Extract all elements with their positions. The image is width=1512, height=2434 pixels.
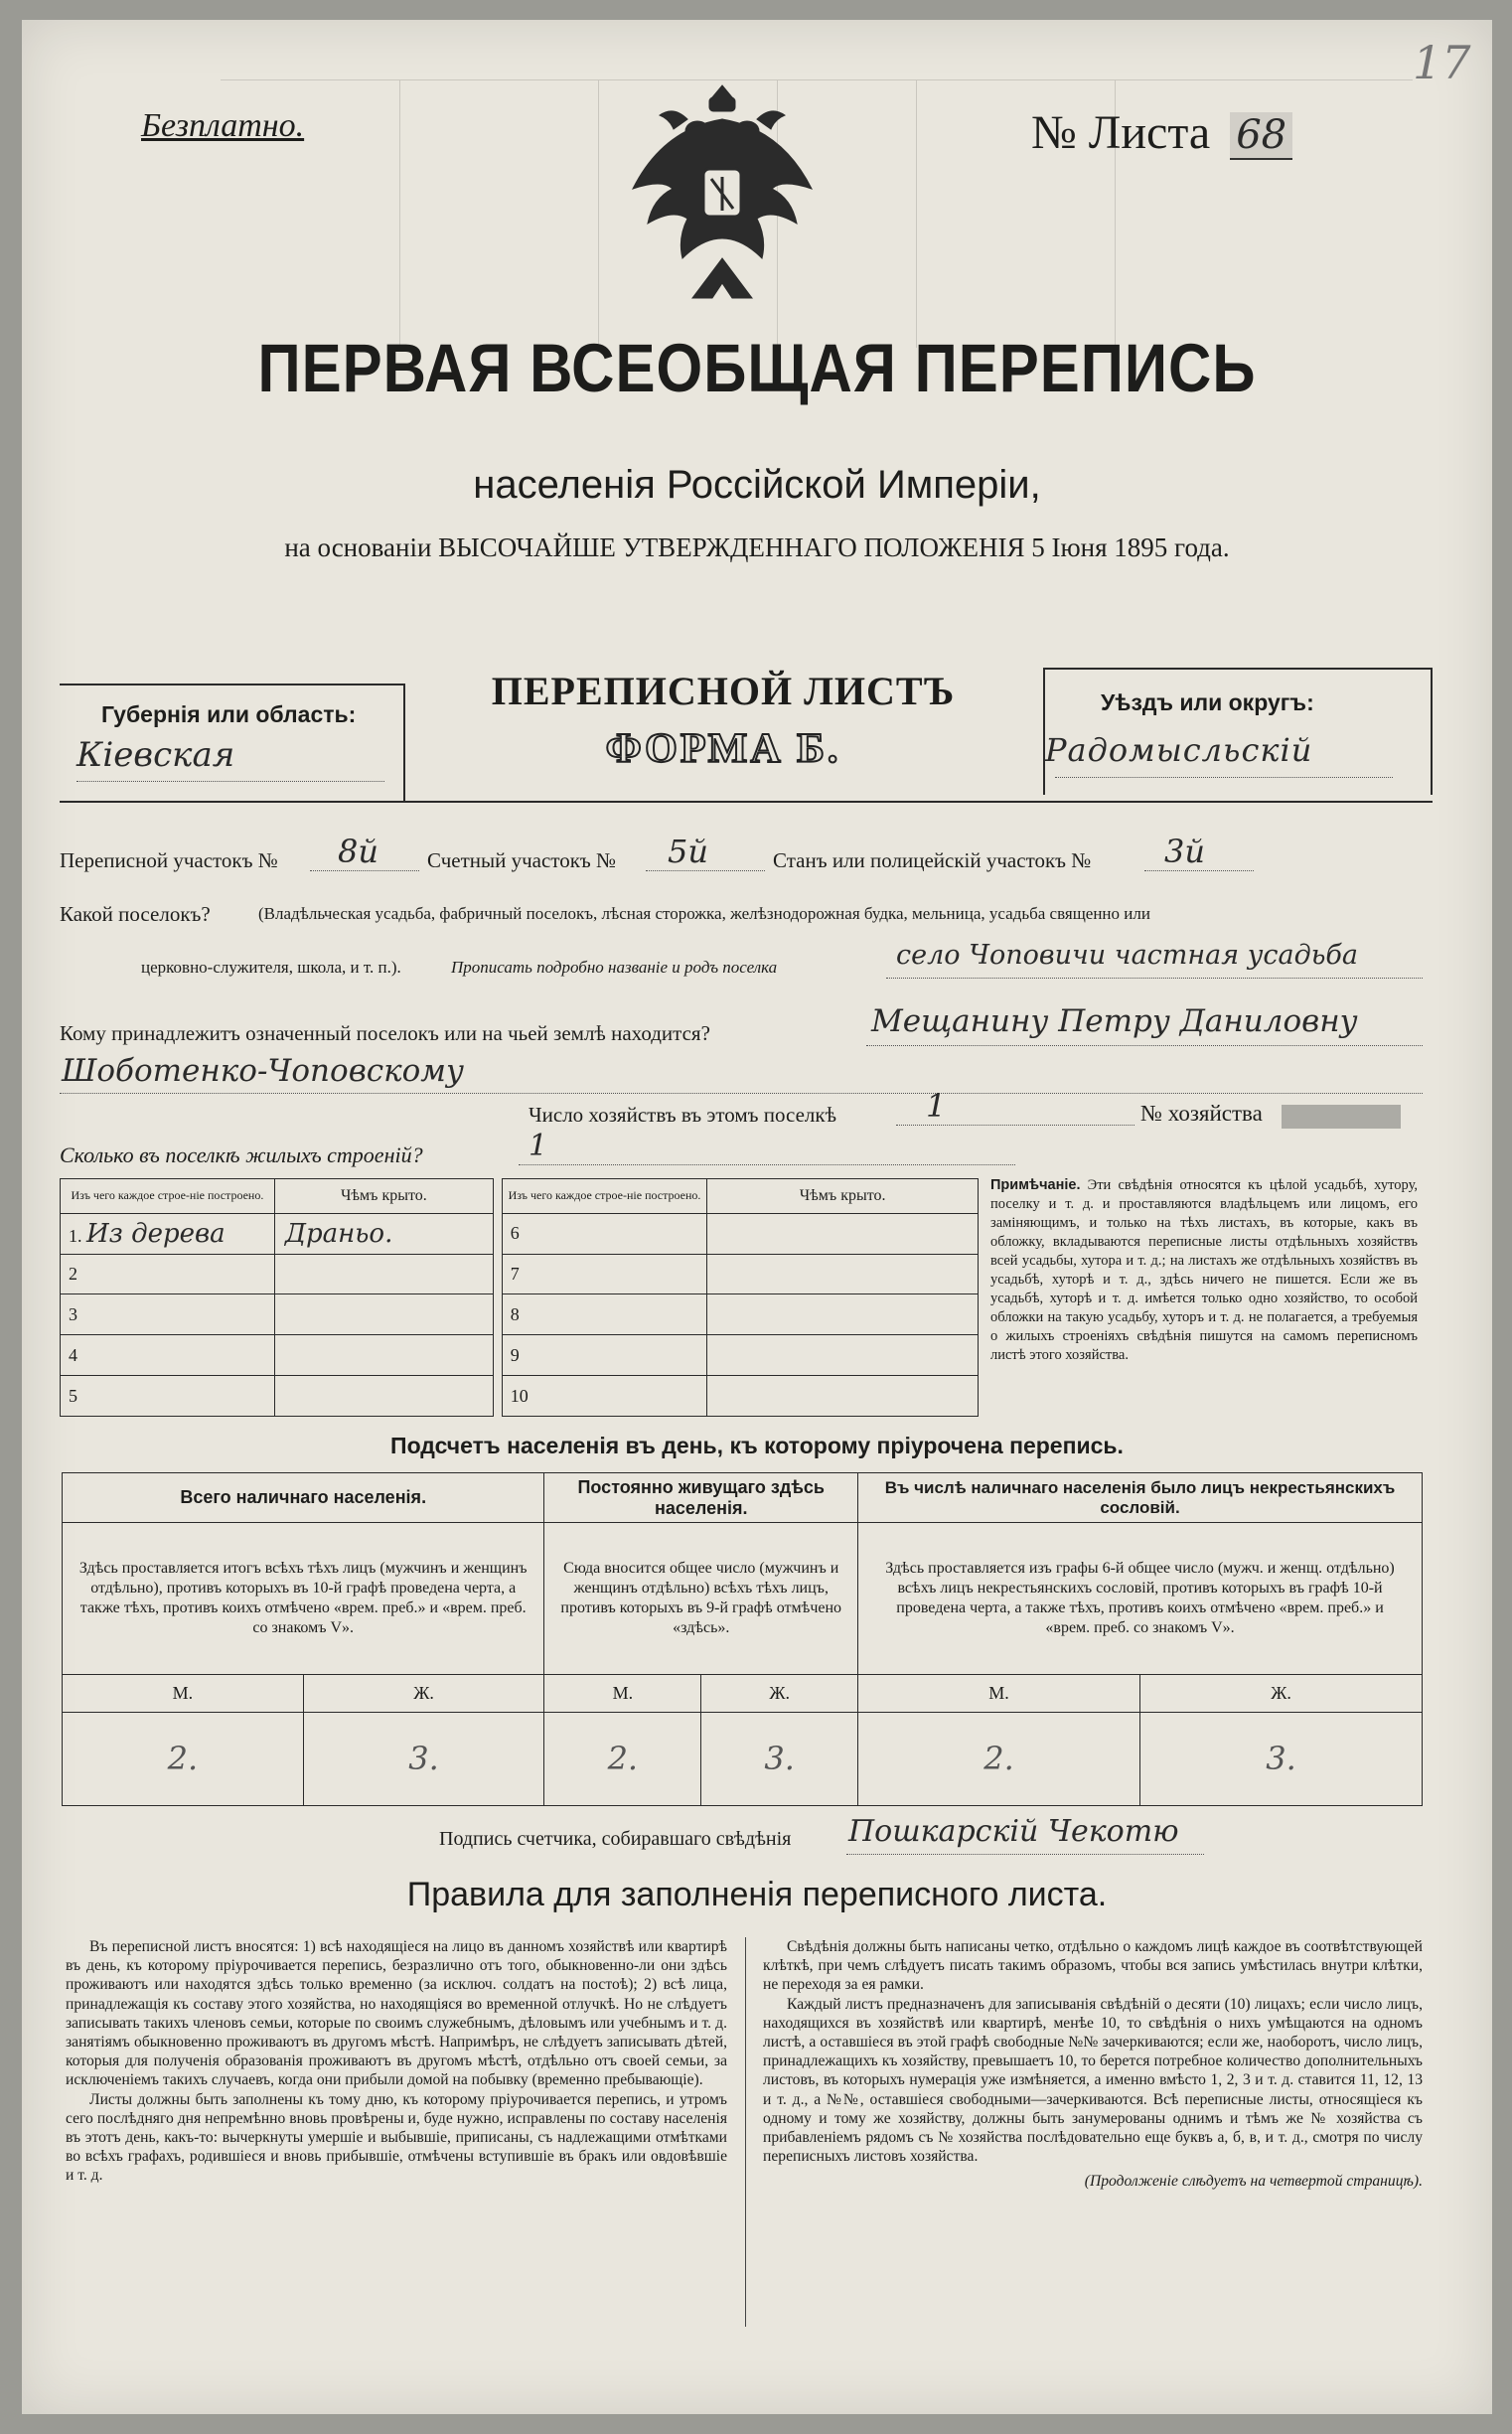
census-district-label: Переписной участокъ № [60,848,278,872]
note-label: Примѣчаніе. [990,1177,1081,1193]
buildings-value: 1 [529,1129,548,1163]
rules-left-column [66,1937,727,2186]
buildings-col-material-2: Изъ чего каждое строе-ніе построено. [502,1179,706,1214]
uezd-label: Уѣздъ или округъ: [1101,689,1314,715]
row-roof: Драньо. [274,1213,493,1254]
signature-label: Подпись счетчика, собиравшаго свѣдѣнія [439,1828,792,1850]
owner-value-2: Шоботенко-Чоповскому [62,1053,464,1089]
settlement-hint-1: (Владѣльческая усадьба, фабричный поселокъ, лѣсная сторожка, желѣзнодорожная будка, мельница, усадьба священно или [258,904,1150,923]
population-permanent-zh: 3. [701,1712,858,1805]
note-text: Эти свѣдѣнія относятся къ цѣлой усадьбѣ, хутору, поселку и т. д. и проставляются владѣльцемъ или лицомъ, его заміняющимъ, и только на тѣхъ листахъ, въ которые, какъ въ обложку, вкладываются переписные листы отдѣльныхъ хозяйствъ всей усадьбы, хутора и т. д.; на листахъ же отдѣльныхъ хозяйствъ въ усадьбѣ, хуторѣ и т. д., здѣсь ничего не пишется. Если же въ усадьбѣ, хуторѣ и т. д. имѣется только одно хозяйство, то особой обложки на такую усадьбу, хуторъ и т. д. не полагается, а требуемыя о жилыхъ строеніяхъ свѣдѣнія пишутся на самомъ переписномъ листѣ этого хозяйства. [990,1177,1418,1363]
row-number: 4 [61,1335,275,1376]
households-label: Число хозяйствъ въ этомъ поселкѣ [529,1103,836,1127]
guberniya-value: Кіевская [76,735,235,775]
buildings-label: Сколько въ поселкѣ жилыхъ строеній? [60,1142,423,1167]
population-m-label: М. [63,1674,304,1712]
population-nonpeasant-zh: 3. [1140,1712,1423,1805]
population-table [62,1472,1423,1806]
form-name: ФОРМА Б. [605,726,841,772]
sheet-number [1031,105,1292,160]
settlement-value: село Чоповичи частная усадьба [896,940,1358,971]
row-number: 2 [61,1254,275,1294]
rules-left-paragraph-2: Листы должны быть заполнены къ тому дню, къ которому пріурочивается перепись, и утромъ сего послѣдняго дня непремѣнно вновь провѣрены и, буде нужно, исправлены по составу населенія въ этотъ день, какъ-то: вычеркнуты умершіе и выбывшіе, приписаны, съ надлежащими отмѣтками во всѣхъ графахъ, родившіеся и вновь прибывшіе, отмѣчены вступившіе въ бракъ или овдовѣвшіе и т. д. [66,2090,727,2185]
buildings-row [61,1335,979,1376]
buildings-col-roof-2: Чѣмъ крыто. [707,1179,979,1214]
population-nonpeasant-m: 2. [858,1712,1140,1805]
buildings-row [61,1213,979,1254]
sheet-number-label: № Листа [1031,106,1211,159]
guberniya-label: Губернія или область: [101,701,357,727]
census-district-value: 8й [338,833,378,870]
household-number-redacted [1282,1105,1401,1129]
settlement-hint-2: церковно-служителя, школа, и т. п.). [141,958,401,977]
row-number: 9 [502,1335,706,1376]
rules-left-paragraph-1: Въ переписной листъ вносятся: 1) всѣ находящіеся на лицо въ данномъ хозяйствѣ или квартирѣ въ день, къ которому пріурочивается перепись, безразлично отъ того, обыкновенно-ли они здѣсь проживаютъ или находятся здѣсь только временно (за исключ. солдатъ на постоѣ); 2) всѣ лица, принадлежащія къ составу этого хозяйства, но находящіяся во временной отлучкѣ. Но не слѣдуетъ записывать такихъ членовъ семьи, которые по своимъ служебнымъ, дѣловымъ или учебнымъ и т. д. занятіямъ обыкновенно проживаютъ въ другомъ мѣстѣ. Напримѣръ, не слѣдуетъ записывать дѣтей, которыя для полученія образованія проживаютъ въ другомъ мѣстѣ, отдѣльно отъ своей семьи, за исключеніемъ такихъ случаевъ, когда они прибыли домой на побывку (временно пребывающіе). [66,1938,727,2089]
population-total-m: 2. [63,1712,304,1805]
owner-label: Кому принадлежитъ означенный поселокъ или на чьей землѣ находится? [60,1021,710,1045]
population-permanent-m: 2. [544,1712,701,1805]
sheet-title: ПЕРЕПИСНОЙ ЛИСТЪ [491,669,956,713]
imperial-eagle-emblem [628,79,817,318]
population-col2-text: Сюда вносится общее число (мужчинъ и женщинъ отдѣльно) всѣхъ тѣхъ лицъ, противъ которыхъ въ 9-й графѣ отмѣчено «здѣсь». [544,1523,858,1674]
buildings-row [61,1294,979,1335]
population-m-label: М. [858,1674,1140,1712]
population-zh-label: Ж. [303,1674,544,1712]
population-col1-text: Здѣсь проставляется итогъ всѣхъ тѣхъ лицъ (мужчинъ и женщинъ отдѣльно), противъ которыхъ въ 10-й графѣ проведена черта, а также тѣхъ, противъ коихъ отмѣчено «врем. преб.» и «врем. преб. со знакомъ V». [63,1523,544,1674]
row-number: 3 [61,1294,275,1335]
buildings-row [61,1254,979,1294]
buildings-col-roof: Чѣмъ крыто. [274,1179,493,1214]
census-sheet [22,20,1492,2414]
row-number: 7 [502,1254,706,1294]
population-col1-title: Всего наличнаго населенія. [63,1473,544,1523]
census-title: ПЕРВАЯ ВСЕОБЩАЯ ПЕРЕПИСЬ [257,329,1257,407]
count-district-label: Счетный участокъ № [427,848,617,872]
row-material: Из дерева [86,1218,226,1249]
stan-value: 3й [1164,833,1205,870]
stan-label: Станъ или полицейскій участокъ № [773,848,1092,872]
uezd-value: Радомысльскій [1045,731,1313,769]
rules-right-paragraph-2: Каждый листъ предназначенъ для записыванія свѣдѣній о десяти (10) лицахъ; если число лицъ, находящихся въ хозяйствѣ или квартирѣ, менѣе 10, то свѣдѣнія о нихъ умѣщаются на одномъ листѣ, а оставшіеся въ этой графѣ свободные №№ зачеркиваются; если же, наоборотъ, число лицъ, принадлежащихъ къ хозяйству, превышаетъ 10, то берется потребное количество дополнительныхъ листовъ, въ которыхъ нумерація уже измѣняется, а именно вмѣсто 1, 2, 3 и т. д. ставится 11, 12, 13 и т. д., а №№, оставшіеся свободными—зачеркиваются. Всѣ переписные листы, относящіеся къ одному и тому же хозяйству, должны быть занумерованы однимъ и тѣмъ же № хозяйства съ прибавленіемъ рядомъ съ № хозяйства послѣдовательно еще буквъ а, б, в, и т. д., смотря по числу переписныхъ листовъ хозяйства. [763,1995,1423,2166]
sheet-number-value: 68 [1230,112,1292,160]
free-label: Безплатно. [141,107,305,144]
census-basis: на основаніи ВЫСОЧАЙШЕ УТВЕРЖДЕННАГО ПОЛОЖЕНІЯ 5 Іюня 1895 года. [284,532,1230,562]
rules-right-paragraph-1: Свѣдѣнія должны быть написаны четко, отдѣльно о каждомъ лицѣ каждое въ соотвѣтствующей клѣткѣ, при чемъ слѣдуетъ писать такимъ образомъ, чтобы вся запись умѣстилась внутри клѣтки, не переходя за ея рамки. [763,1938,1423,1994]
row-number: 5 [61,1376,275,1417]
census-subtitle: населенія Россійской Имперіи, [473,463,1041,507]
owner-value-1: Мещанину Петру Даниловну [871,1003,1358,1039]
count-district-value: 5й [668,833,708,870]
population-zh-label: Ж. [1140,1674,1423,1712]
settlement-label: Какой поселокъ? [60,902,211,926]
row-number: 8 [502,1294,706,1335]
rules-title: Правила для заполненія переписного листа. [406,1876,1108,1913]
population-m-label: М. [544,1674,701,1712]
population-heading: Подсчетъ населенія въ день, къ которому пріурочена перепись. [390,1433,1124,1458]
rules-right-column [763,1937,1423,2192]
household-number-label: № хозяйства [1140,1101,1263,1126]
buildings-row [61,1376,979,1417]
corner-note: 17 [1413,36,1471,89]
settlement-hint-3: Прописать подробно названіе и родъ поселка [451,958,778,977]
rules-continued: (Продолженіе слѣдуетъ на четвертой страницѣ). [1084,2173,1423,2191]
population-total-zh: 3. [303,1712,544,1805]
population-zh-label: Ж. [701,1674,858,1712]
signature-value: Пошкарскій Чекотю [848,1814,1179,1849]
population-col3-text: Здѣсь проставляется изъ графы 6-й общее число (мужч. и женщ. отдѣльно) всѣхъ лицъ некрестьянскихъ сословій, противъ которыхъ въ графѣ 10-й проведена черта, а также тѣхъ, противъ коихъ отмѣчено «врем. преб.» и «врем. преб. со знакомъ V». [858,1523,1423,1674]
population-col3-title: Въ числѣ наличнаго населенія было лицъ некрестьянскихъ сословій. [858,1473,1423,1523]
note-block [990,1176,1418,1365]
buildings-col-material: Изъ чего каждое строе-ніе построено. [61,1179,275,1214]
row-number: 1. [69,1225,82,1246]
row-number: 6 [502,1213,706,1254]
row-number: 10 [502,1376,706,1417]
buildings-table [60,1178,979,1417]
population-col2-title: Постоянно живущаго здѣсь населенія. [544,1473,858,1523]
households-value: 1 [926,1087,947,1125]
